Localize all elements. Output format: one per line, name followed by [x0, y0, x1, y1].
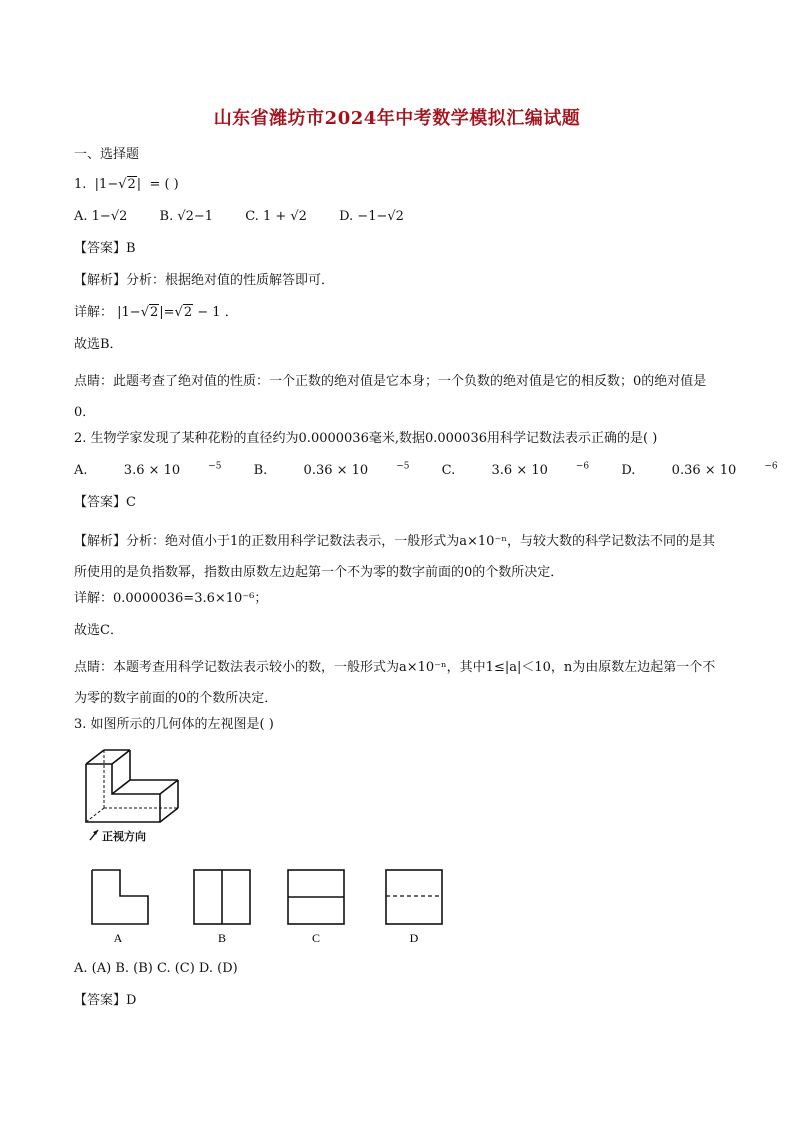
- q1-detail: [74, 304, 238, 322]
- choice-label-d: D: [409, 931, 419, 945]
- q2-option-c: C. 3.6 × 10 $^{-6}$: [441, 461, 590, 478]
- q1-option-d: D. −1−√2: [339, 209, 404, 224]
- q1-analysis: 【解析】分析：根据绝对值的性质解答即可．: [74, 273, 335, 288]
- q1-conclusion: 故选B．: [74, 337, 123, 352]
- q1-option-b: B. √2−1: [159, 209, 214, 224]
- q1-stem-suffix: = ( ): [149, 177, 179, 192]
- choice-label-a: A: [113, 931, 123, 945]
- q1-detail-prefix: 详解：: [74, 305, 114, 320]
- q2-comment: 点睛：本题考查用科学记数法表示较小的数，一般形式为a×10⁻ⁿ，其中1≤|a|＜10，n为由原数左边起第一个不为零的数字前面的0的个数所决定．: [74, 660, 716, 706]
- q1-detail-expression: |1−√2|=√2 − 1: [117, 305, 221, 320]
- q1-number: 1.: [74, 177, 87, 192]
- q2-answer: 【答案】C: [74, 495, 136, 510]
- q2-option-b: B. 0.36 × 10 $^{-5}$: [253, 461, 410, 478]
- choice-a-shape: [92, 870, 148, 924]
- q2-conclusion: 故选C．: [74, 623, 123, 638]
- q2-option-a: A. 3.6 × 10 $^{-5}$: [74, 461, 222, 478]
- q1-option-a: A. 1−√2: [74, 209, 128, 224]
- q1-answer: 【答案】B: [74, 241, 136, 256]
- q1-option-c: C. 1 + √2: [245, 209, 307, 224]
- document-title: 山东省潍坊市2024年中考数学模拟汇编试题: [213, 108, 581, 129]
- q1-stem: [74, 176, 179, 194]
- q3-options: A. (A) B. (B) C. (C) D. (D): [74, 961, 238, 976]
- q3-view-choices: [84, 866, 464, 950]
- q3-stem: 3. 如图所示的几何体的左视图是( ): [74, 717, 274, 732]
- q1-comment: 点睛：此题考查了绝对值的性质：一个正数的绝对值是它本身；一个负数的绝对值是它的相反数；0的绝对值是0．: [74, 374, 707, 420]
- figure-caption: 正视方向: [102, 830, 146, 843]
- q1-expression: |1−√2|: [90, 177, 146, 192]
- q2-analysis: 【解析】分析：绝对值小于1的正数用科学记数法表示，一般形式为a×10⁻ⁿ，与较大数的科学记数法不同的是其所使用的是负指数幂，指数由原数左边起第一个不为零的数字前面的0的个数所决定．: [74, 534, 715, 580]
- q3-choice-drawings: [84, 866, 464, 946]
- q1-options: [74, 208, 432, 226]
- q2-option-d: D. 0.36 × 10 $^{-6}$: [621, 461, 778, 478]
- q3-answer: 【答案】D: [74, 993, 137, 1008]
- choice-d-shape: [386, 870, 442, 924]
- choice-label-c: C: [311, 931, 321, 945]
- q2-stem: 2. 生物学家发现了某种花粉的直径约为0.0000036毫米,数据0.000036用科学记数法表示正确的是( ): [74, 431, 658, 446]
- q2-options: [74, 462, 794, 480]
- q1-detail-suffix: ．: [224, 305, 238, 320]
- q2-detail: 详解：0.0000036=3.6×10⁻⁶；: [74, 591, 268, 606]
- choice-label-b: B: [217, 931, 227, 945]
- q3-solid-figure: [84, 744, 184, 848]
- section-heading: 一、选择题: [74, 147, 140, 162]
